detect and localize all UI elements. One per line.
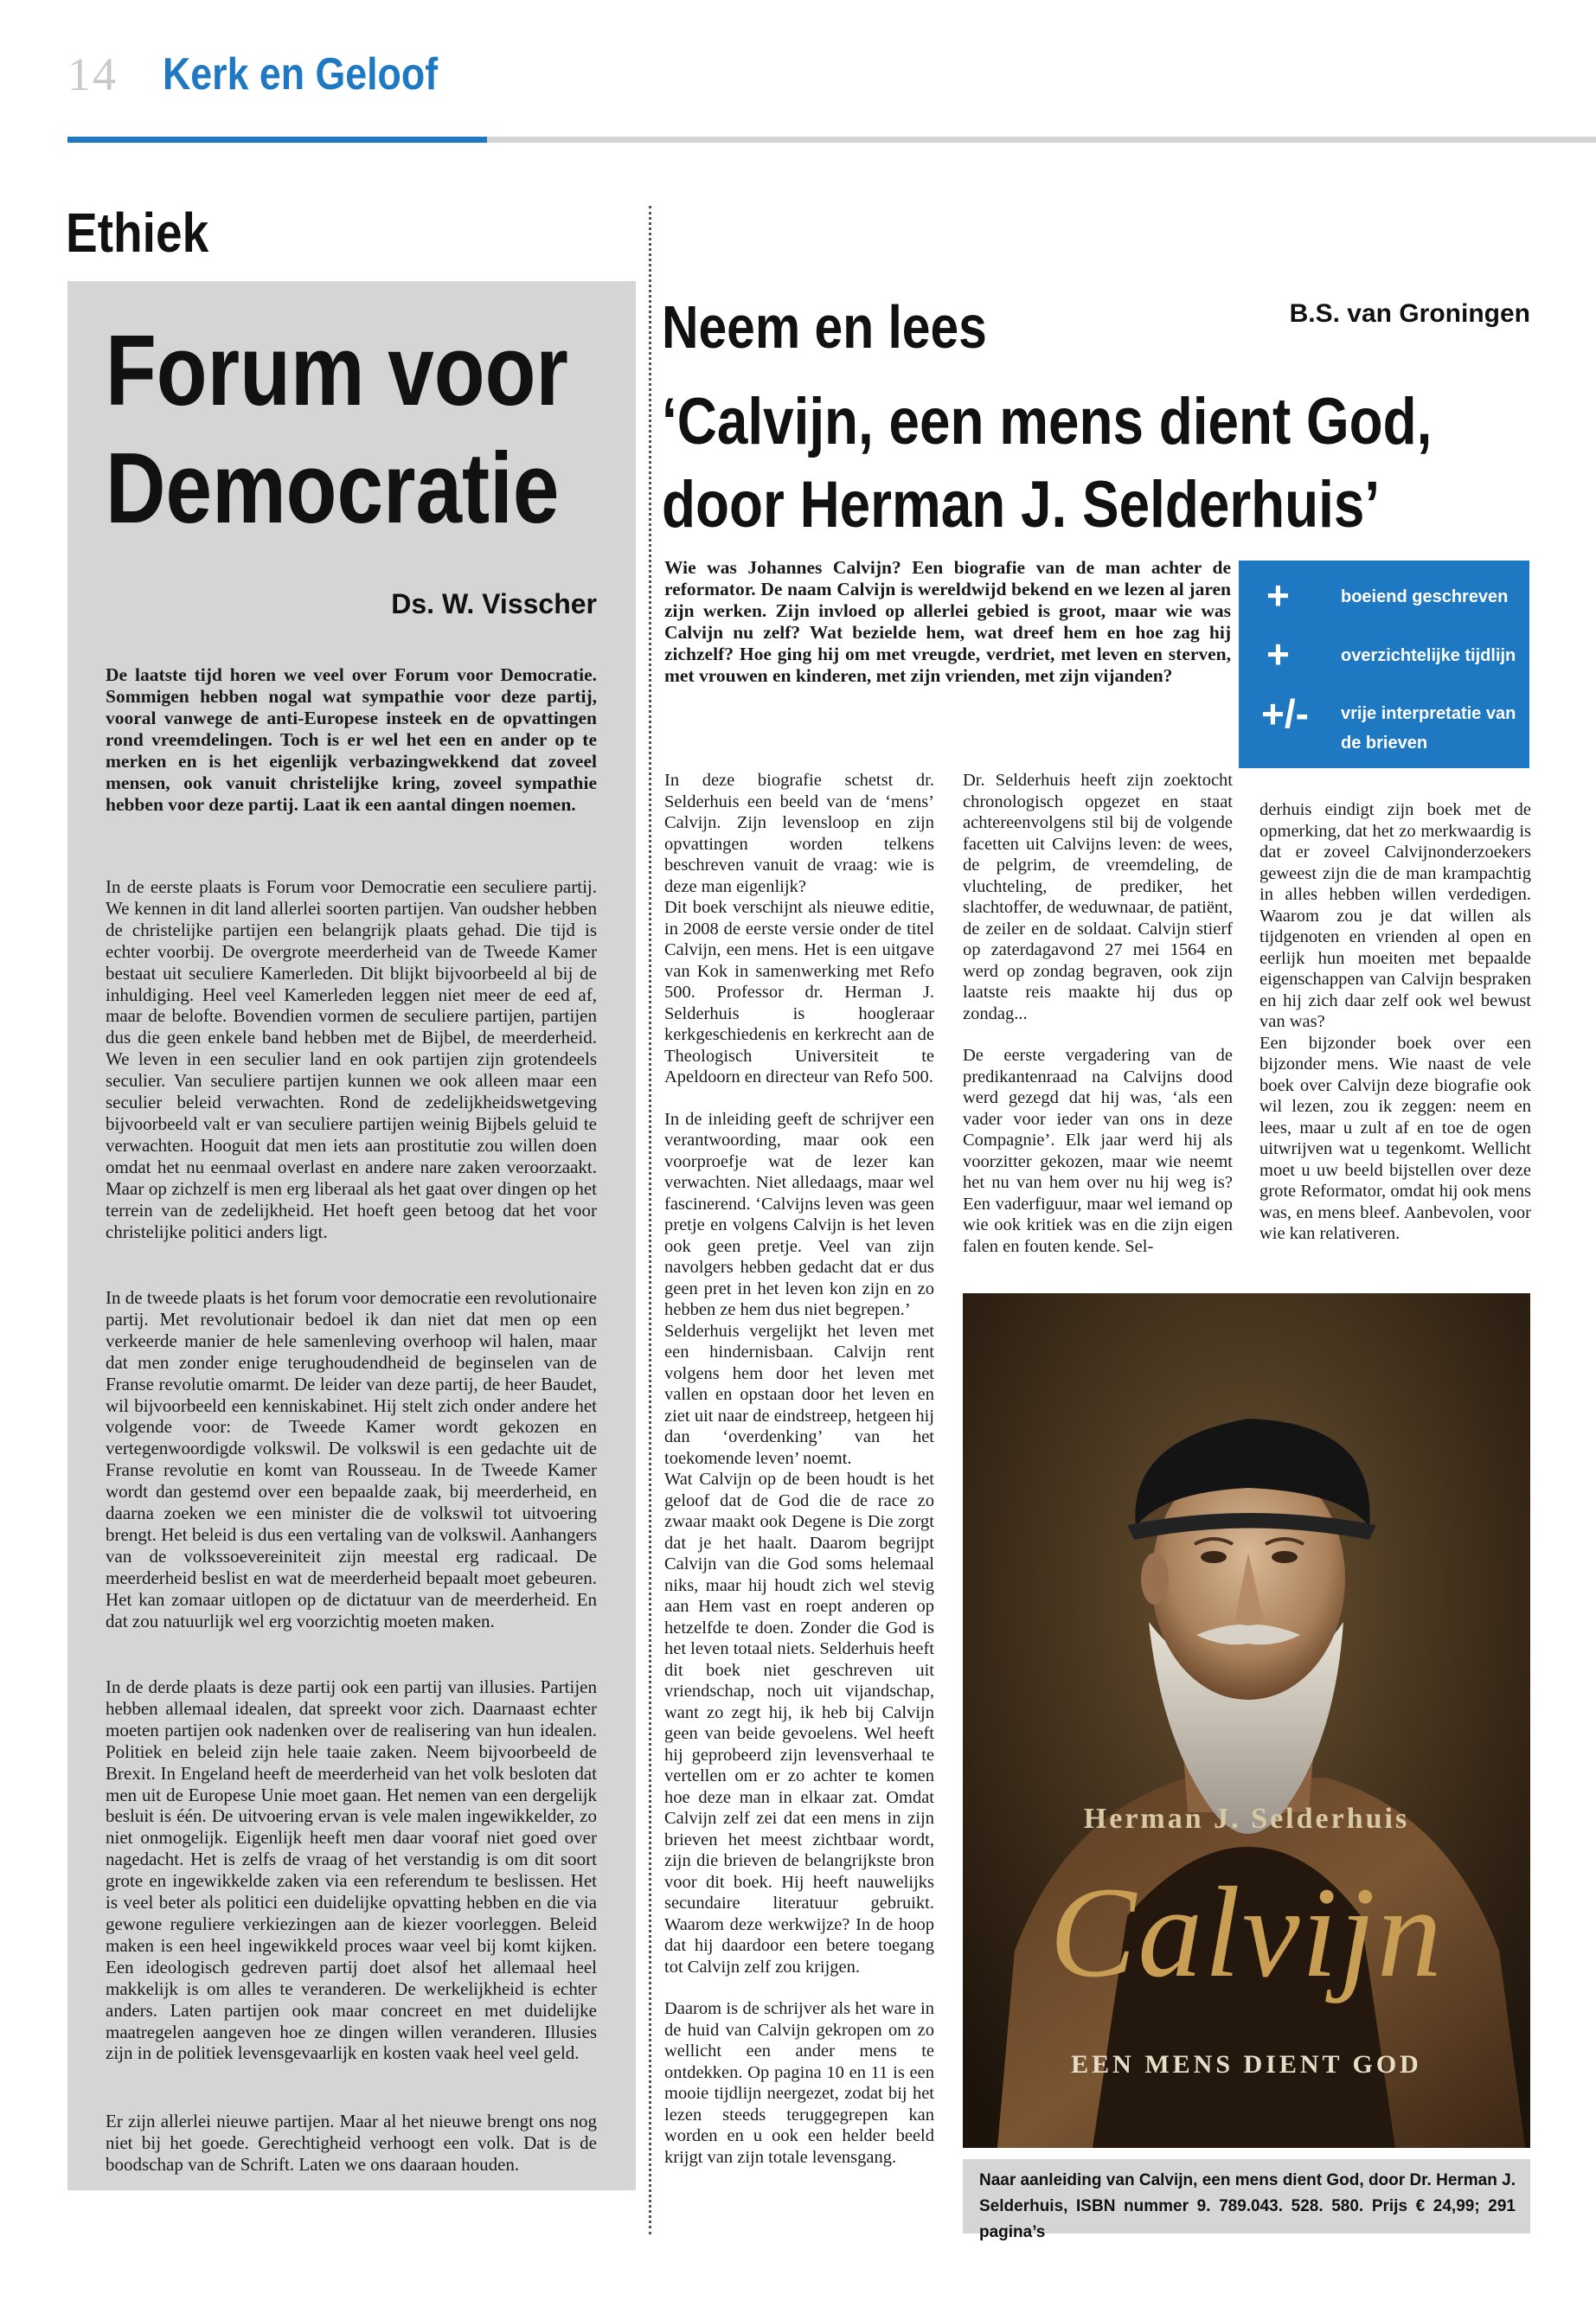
article-column-2: Dr. Selderhuis heeft zijn zoektocht chronologisch opgezet en staat achtereenvolgens stil bij de volgende facetten uit Calvijns leven: de wees, de pelgrim, de vreemdeling, de vluchteling, de prediker, het slachtoffer, de weduwnaar, de patiënt, de zeiler en de soldaat. Calvijn stierf op zaterdagavond 27 mei 1564 en werd op zondag begraven, ook zijn laatste reis maakte hij dus op zondag... De eerste vergadering van de predikantenraad na Calvijns dood werd gezegd dat hij was, ‘als een vader voor ieder van ons in deze Compagnie’. Elk jaar werd hij als voorzitter gekozen, maar wie neemt het nu van hem over nu hij weg is? Een vaderfiguur, maar wel iemand op wie ook kritiek was en die zijn eigen falen en fouten kende. Sel- — [963, 771, 1233, 1256]
book-caption: Naar aanleiding van Calvijn, een mens dient God, door Dr. Herman J. Selderhuis, ISBN nummer 9. 789.043. 528. 580. Prijs € 24,99; 291 pagina’s — [979, 2171, 1516, 2241]
book-cover-author: Herman J. Selderhuis — [1083, 1803, 1410, 1835]
right-article-heading: Neem en lees — [662, 293, 987, 361]
left-article-intro: De laatste tijd horen we veel over Forum voor Democratie. Sommigen hebben nogal wat sympathie voor deze partij, vooral vanwege de anti-Europese insteek en de opvattingen rond vreemdelingen. Toch is er wel het een en ander op te merken en is het eigenlijk verbazingwekkend dat zoveel mensen, ook vanuit christelijke kring, zoveel sympathie hebben voor deze partij. Laat ik een aantal dingen noemen. — [106, 664, 597, 815]
right-article-intro: Wie was Johannes Calvijn? Een biografie van de man achter de reformator. De naam Calvijn is wereldwijd bekend en we lezen al jaren zijn werken. Zijn invloed op allerlei gebied is groot, maar wie was Calvijn nu zelf? Wat bezielde hem, wat dreef hem en hoe zag hij zichzelf? Hoe ging hij om met vreugde, verdriet, met leven en sterven, met vrouwen en kinderen, met zijn vrienden, met zijn vijanden? — [664, 557, 1231, 686]
left-article-author: Ds. W. Visscher — [391, 588, 597, 619]
article-column-1: In deze biografie schetst dr. Selderhuis een beeld van de ‘mens’ Calvijn. Zijn levensloop en zijn opvattingen worden telkens beschreven vanuit de vraag: wie is deze man eigenlijk? Dit boek verschijnt als nieuwe editie, in 2008 de eerste versie onder de titel Calvijn, een mens. Het is een uitgave van Kok in samenwerking met Refo 500. Professor dr. Herman J. Selderhuis is hoogleraar kerkgeschiedenis en kerkrecht aan de Theologisch Universiteit te Apeldoorn en directeur van Refo 500. In de inleiding geeft de schrijver een verantwoording, maar ook een voorproefje wat de lezer kan verwachten. Niet alledaags, maar wel fascinerend. ‘Calvijns leven was geen pretje en volgens Calvijn is het leven ook geen pretje. Veel van zijn navolgers hebben gedacht dat er dus geen pret in het leven kon zijn en zo hebben ze hem dus niet begrepen.’ Selderhuis vergelijkt het leven met een hindernisbaan. Calvijn rent volgens hem door het leven met vallen en opstaan door het leven en ziet uit naar de eindstreep, hetgeen hij dan ‘overdenking’ van het toekomende leven’ noemt. Wat Calvijn op de been houdt is het geloof dat de God die de race zo zwaar maakt ook Degene is Die zorgt dat je het haalt. Daarom begrijpt Calvijn van die God soms helemaal niks, maar hij houdt zich wel stevig aan Hem vast en roept anderen op hetzelfde te doen. Zonder die God is het leven totaal niets. Selderhuis heeft dit boek niet geschreven uit vriendschap, noch uit vijandschap, want zo zegt hij, ik heb bij Calvijn geen van beide gevoelens. Wel heeft hij geprobeerd zijn levensverhaal te vertellen om er zo achter te komen hoe deze man in elkaar zat. Omdat Calvijn zelf zei dat een mens in zijn brieven het meest zichtbaar wordt, zijn die brieven de belangrijkste bron voor dit boek. Hij heeft nauwelijks secundaire literatuur gebruikt. Waarom deze werkwijze? In de hoop dat hij daardoor een betere toegang tot Calvijn zelf zou krijgen. Daarom is de schrijver als het ware in de huid van Calvijn gekropen om zo wellicht een ander mens te ontdekken. Op pagina 10 en 11 is een mooie tijdlijn neergezet, zodat bij het lezen steeds teruggegrepen kan worden en u ook een helder beeld krijgt van zijn totale levensgang. — [664, 771, 934, 2167]
plus-icon: + — [1266, 631, 1290, 676]
calvin-portrait — [963, 1293, 1530, 2148]
section-title: Kerk en Geloof — [163, 49, 439, 99]
left-article-paragraph: In de eerste plaats is Forum voor Democratie een seculiere partij. We kennen in dit land allerlei soorten partijen. Van oudsher hebben de christelijke partijen een belangrijk plaats gehad. Die tijd is echter voorbij. De overgrote meerderheid van de Tweede Kamer bestaat uit seculiere Kamerleden. Dit blijkt bijvoorbeeld al bij de inhuldiging. Heel veel Kamerleden leggen niet meer de eed af, maar de belofte. Bovendien vormen de seculiere partijen, partijen dus die geen enkele band hebben met de Bijbel, de meerderheid. We leven in een seculier land en ook partijen zijn grotendeels seculier. Van seculiere partijen kunnen we ook alleen maar een seculier beleid verwachten. Rond de zedelijkheidswetgeving bijvoorbeeld valt er van seculiere partijen weinig Bijbels geluid te verwachten. Hooguit dat men iets aan prostitutie zou willen doen omdat het nu eenmaal overlast en andere nare zaken veroorzaakt. Maar op zichzelf is men erg liberaal als het gaat over dingen op het terrein van de zedelijkheid. Het hoeft geen betoog dat het voor christelijke politici anders ligt. — [106, 876, 597, 1242]
left-article-title: Forum voor Democratie — [106, 314, 568, 544]
left-article-paragraph: Er zijn allerlei nieuwe partijen. Maar al het nieuwe brengt ons nog niet bij het goede. Gerechtigheid verhoogt een volk. Dat is de boodschap van de Schrift. Laten we ons daaraan houden. — [106, 2111, 597, 2175]
left-article-paragraph: In de tweede plaats is het forum voor democratie een revolutionaire partij. Met revolutionair bedoel ik dan niet dat men op een verkeerde manier de hele samenleving overhoop wil halen, maar dat men zonder enige terughoudendheid de beginselen van de Franse revolutie omarmt. De leider van deze partij, de heer Baudet, wil bijvoorbeeld een kenniskabinet. Hij stelt zich onder andere het volgende voor: de Tweede Kamer wordt gekozen en vertegenwoordigde volkswil. De volkswil is een gedachte uit de Franse revolutie en komt van Rousseau. In de Tweede Kamer wordt dan gestemd over een bepaalde zaak, bij meerderheid, en daarna zoeken we een minister die de volkswil tot uitvoering brengt. Het beleid is dus een vertaling van de volkswil. Aanhangers van de volkssoevereiniteit zijn meestal erg radicaal. De meerderheid beslist en wat de meerderheid bepaalt moet gebeuren. Het kan zomaar uitlopen op de dictatuur van de meerderheid. En dat zou natuurlijk wel erg voorzichtig moeten maken. — [106, 1287, 597, 1631]
plus-minus-icon: +/- — [1261, 691, 1309, 736]
book-cover-title: Calvijn — [1049, 1861, 1444, 2004]
right-article-author: B.S. van Groningen — [1289, 299, 1530, 328]
right-article-title: ‘Calvijn, een mens dient God, door Herman J. Selderhuis’ — [662, 385, 1433, 542]
page-number: 14 — [67, 48, 118, 100]
review-point-text: overzichtelijke tijdlijn — [1341, 646, 1516, 665]
plus-icon: + — [1266, 573, 1290, 618]
left-article-paragraph: In de derde plaats is deze partij ook een partij van illusies. Partijen hebben allemaal idealen, dat spreekt voor zich. Daarnaast echter moeten partijen ook nadenken over de realisering van hun idealen. Politiek en beleid zijn hele taaie zaken. Neem bijvoorbeeld de Brexit. In Engeland heeft de meerderheid van het volk besloten dat men uit de Europese Unie moet gaan. Het nemen van een dergelijk besluit is één. De uitvoering ervan is vele malen ingewikkelder, zo niet onmogelijk. Eigenlijk heeft men daar vooraf niet goed over nagedacht. Het is zelfs de vraag of het verstandig is om dit soort grote en ingewikkelde zaken via een referendum te beslissen. Het is veel beter als politici een duidelijke opvatting hebben en die via gewone reguliere verkiezingen aan de kiezer voorleggen. Beleid maken is een heel ingewikkeld proces waar veel bij komt kijken. Een ideologisch gedreven partij doet alsof het allemaal heel makkelijk is om alles te veranderen. De werkelijkheid is echter anders. Laten partijen ook maar concreet en met duidelijke maatregelen aangeven hoe ze dingen willen veranderen. Illusies zijn in de politiek levensgevaarlijk en kosten vaak heel veel geld. — [106, 1676, 597, 2064]
book-cover-image — [963, 1293, 1530, 2148]
review-point-text: vrije interpretatie van de brieven — [1341, 704, 1516, 753]
review-summary-box — [1239, 561, 1529, 768]
article-column-3: derhuis eindigt zijn boek met de opmerking, dat het zo merkwaardig is dat er zoveel Calvijnonderzoekers geweest zijn die de man krampachtig in alles hebben willen verdedigen. Waarom zou je dat willen als tijdgenoten en vrienden al open en eerlijk hun moeiten met bepaalde eigenschappen van Calvijn bespraken en hij zich daar zelf ook wel bewust van was? Een bijzonder boek over een bijzonder mens. Wie naast de vele boek over Calvijn deze biografie ook wil lezen, zou ik zeggen: neem en lees, maar u zult af en toe de ogen uitwrijven wat u tegenkomt. Wellicht moet u uw beeld bijstellen over deze grote Reformator, omdat hij ook mens was, en mens bleef. Aanbevolen, voor wie kan relativeren. — [1259, 800, 1531, 1243]
review-point-text: boeiend geschreven — [1341, 587, 1509, 606]
left-article-heading: Ethiek — [66, 202, 209, 264]
header-rule-accent — [67, 137, 487, 143]
book-cover-subtitle: EEN MENS DIENT GOD — [1071, 2050, 1422, 2079]
column-divider — [649, 206, 651, 2234]
